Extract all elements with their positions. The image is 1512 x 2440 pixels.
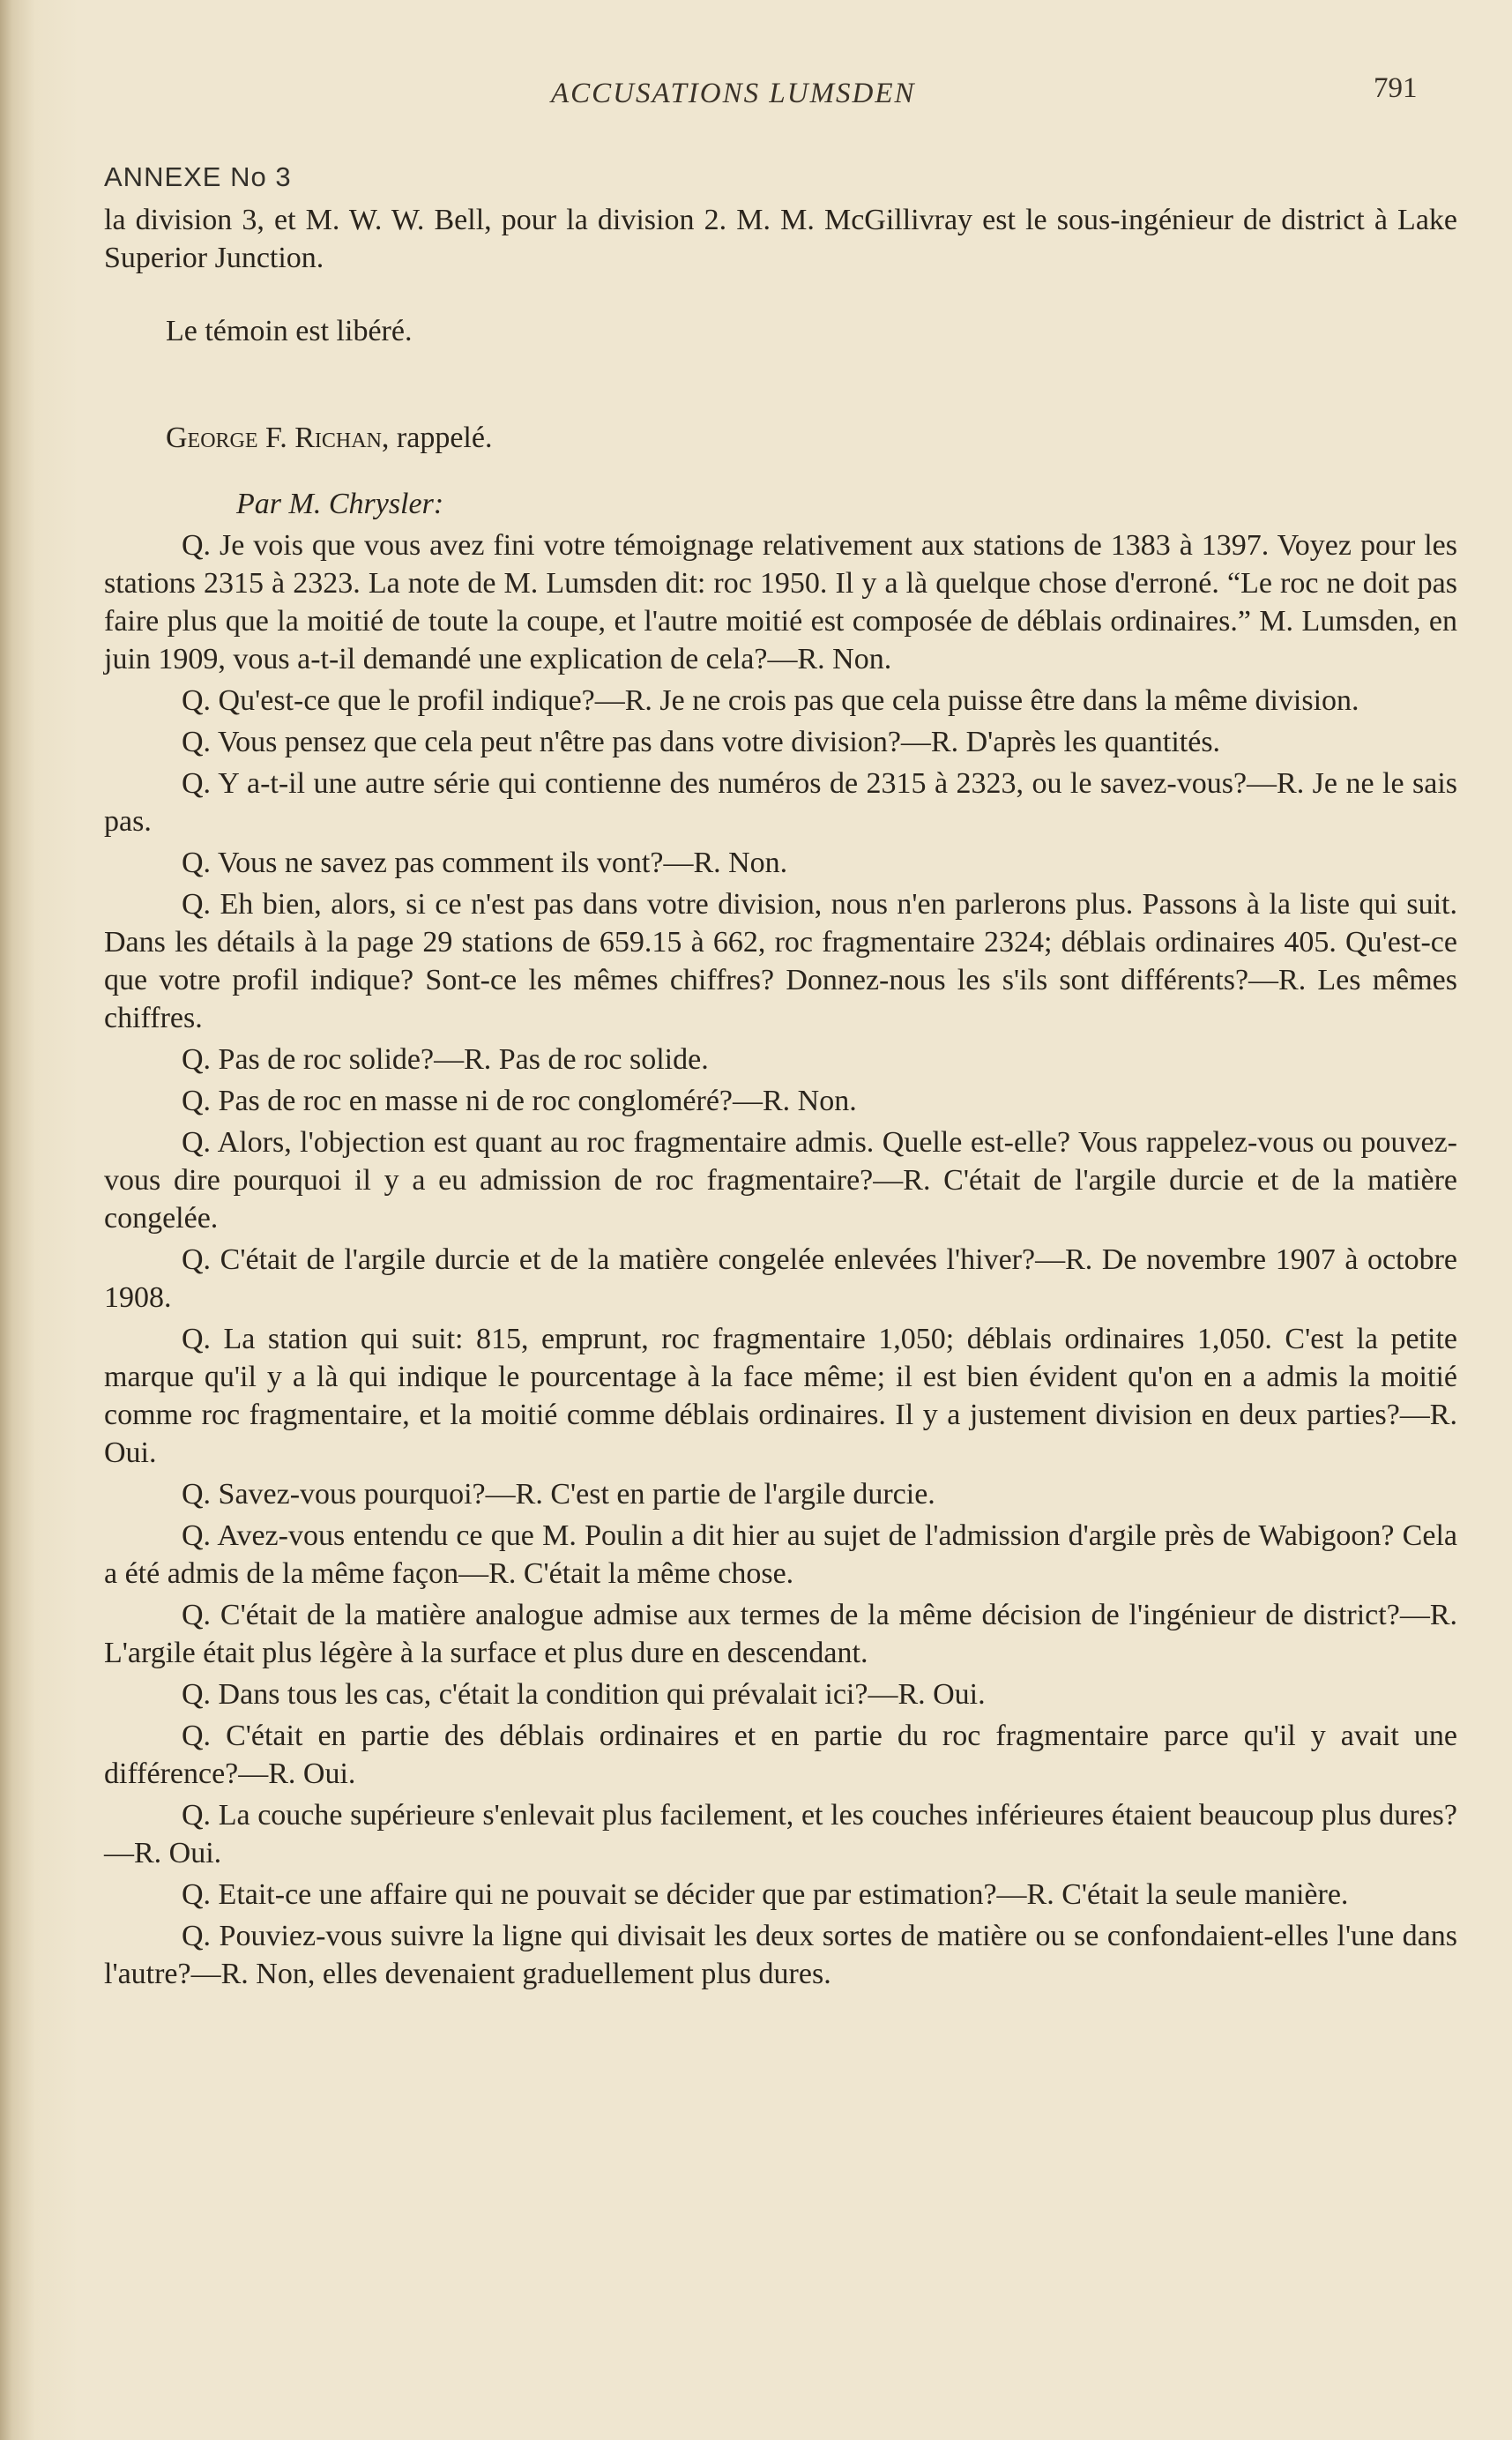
annex-label: ANNEXE No 3 — [104, 161, 292, 192]
qa-paragraph: Q. Pas de roc solide?—R. Pas de roc solide. — [182, 1043, 709, 1076]
qa-paragraph: Q. Savez-vous pourquoi?—R. C'est en partie de l'argile durcie. — [182, 1478, 935, 1511]
qa-paragraph: Q. Etait-ce une affaire qui ne pouvait se décider que par estimation?—R. C'était la seule manière. — [182, 1878, 1349, 1911]
intro-paragraph: la division 3, et M. W. W. Bell, pour la division 2. M. M. McGillivray est le sous-ingénieur de district à Lake Superior Junction. — [104, 204, 1457, 274]
qa-paragraph: Q. Je vois que vous avez fini votre témoignage relativement aux stations de 1383 à 1397. Voyez pour les stations 2315 à 2323. La note de M. Lumsden dit: roc 1950. Il y a là quelque chose d'erroné. “Le roc ne doit pas faire plus que la moitié de toute la coupe, et l'autre moitié est composée de déblais ordinaires.” M. Lumsden, en juin 1909, vous a-t-il demandé une explication de cela?—R. Non. — [104, 529, 1457, 675]
qa-paragraph: Q. C'était de la matière analogue admise aux termes de la même décision de l'ingénieur de district?—R. L'argile était plus légère à la surface et plus dure en descendant. — [104, 1599, 1457, 1669]
qa-paragraph: Q. C'était en partie des déblais ordinaires et en partie du roc fragmentaire parce qu'il y avait une différence?—R. Oui. — [104, 1720, 1457, 1790]
qa-paragraph: Q. Vous ne savez pas comment ils vont?—R. Non. — [182, 847, 788, 879]
examiner-heading: Par M. Chrysler: — [236, 488, 444, 520]
qa-paragraph: Q. Alors, l'objection est quant au roc fragmentaire admis. Quelle est-elle? Vous rappelez-vous ou pouvez-vous dire pourquoi il y a eu admission de roc fragmentaire?—R. C'était de l'argile durcie et de la matière congelée. — [104, 1126, 1457, 1235]
qa-paragraph: Q. La couche supérieure s'enlevait plus facilement, et les couches inférieures étaient beaucoup plus dures?—R. Oui. — [104, 1799, 1457, 1869]
page-number: 791 — [1374, 72, 1418, 104]
qa-paragraph: Q. Avez-vous entendu ce que M. Poulin a dit hier au sujet de l'admission d'argile près de Wabigoon? Cela a été admis de la même façon—R. C'était la même chose. — [104, 1519, 1457, 1590]
qa-paragraph: Q. Pas de roc en masse ni de roc congloméré?—R. Non. — [182, 1085, 857, 1117]
running-header — [0, 72, 1512, 122]
qa-paragraph: Q. Dans tous les cas, c'était la condition qui prévalait ici?—R. Oui. — [182, 1678, 986, 1711]
witness-recalled-line — [104, 419, 1457, 457]
qa-paragraph: Q. Qu'est-ce que le profil indique?—R. Je ne crois pas que cela puisse être dans la même division. — [182, 684, 1359, 717]
qa-paragraph: Q. Y a-t-il une autre série qui contienne des numéros de 2315 à 2323, ou le savez-vous?—R. Je ne le sais pas. — [104, 767, 1457, 838]
witness-status: , rappelé. — [381, 422, 493, 454]
page-body — [104, 201, 1457, 1993]
witness-name: George F. Richan — [166, 422, 382, 454]
testimony — [104, 526, 1457, 1993]
qa-paragraph: Q. Vous pensez que cela peut n'être pas dans votre division?—R. D'après les quantités. — [182, 726, 1221, 758]
running-title: ACCUSATIONS LUMSDEN — [551, 78, 916, 109]
qa-paragraph: Q. Pouviez-vous suivre la ligne qui divisait les deux sortes de matière ou se confondaient-elles l'une dans l'autre?—R. Non, elles devenaient graduellement plus dures. — [104, 1920, 1457, 1990]
witness-released-note: Le témoin est libéré. — [166, 315, 413, 347]
qa-paragraph: Q. Eh bien, alors, si ce n'est pas dans votre division, nous n'en parlerons plus. Passons à la liste qui suit. Dans les détails à la page 29 stations de 659.15 à 662, roc fragmentaire 2324; déblais ordinaires 405. Qu'est-ce que votre profil indique? Sont-ce les mêmes chiffres? Donnez-nous les s'ils sont différents?—R. Les mêmes chiffres. — [104, 888, 1457, 1034]
qa-paragraph: Q. La station qui suit: 815, emprunt, roc fragmentaire 1,050; déblais ordinaires 1,050. C'est la petite marque qu'il y a là qui indique le pourcentage à la face même; il est bien évident qu'on en a admis la moitié comme roc fragmentaire, et la moitié comme déblais ordinaires. Il y a justement division en deux parties?—R. Oui. — [104, 1323, 1457, 1469]
qa-paragraph: Q. C'était de l'argile durcie et de la matière congelée enlevées l'hiver?—R. De novembre 1907 à octobre 1908. — [104, 1243, 1457, 1314]
